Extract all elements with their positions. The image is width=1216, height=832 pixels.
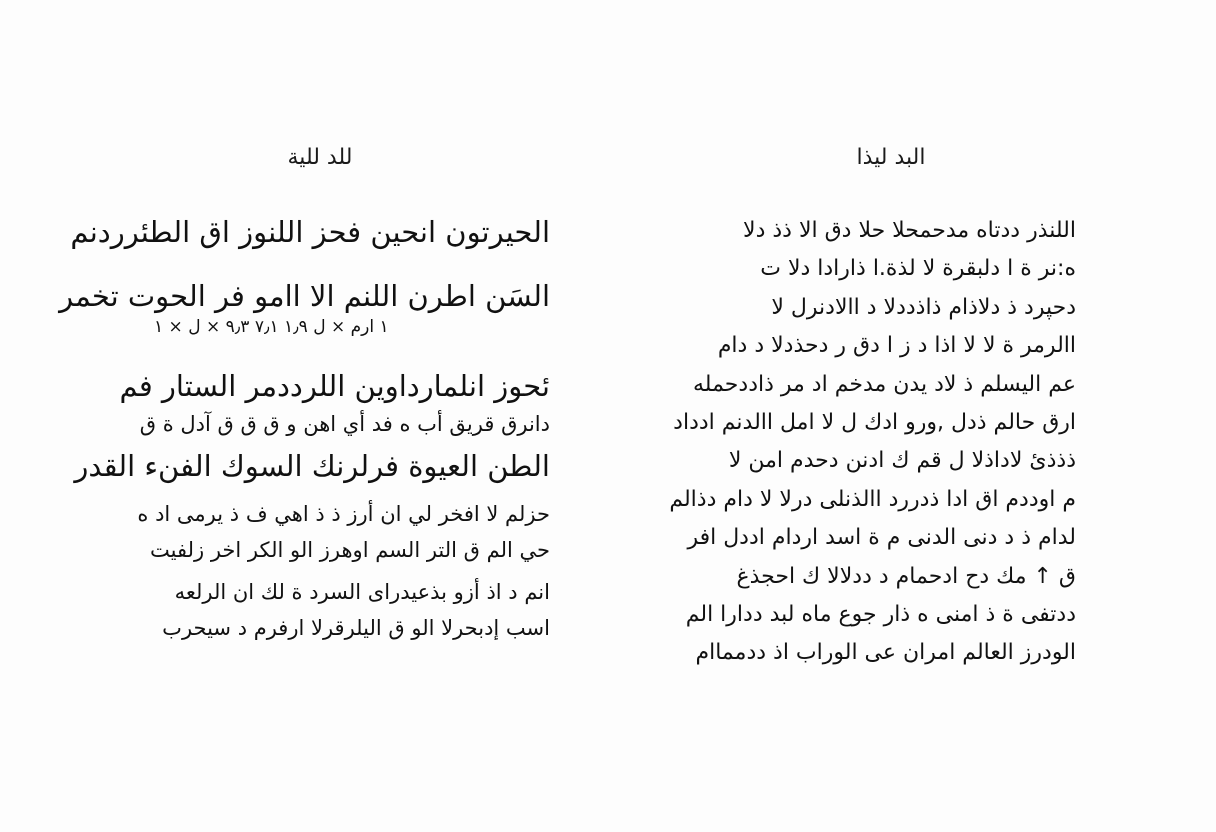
left-line-8: حي الم ق التر السم اوهرز الو الكر اخر زلفيت — [150, 538, 550, 562]
right-line-8: م اوددم اق ادا ذدررد االذنلى درلا لا دام دذالم — [669, 486, 1076, 512]
right-line-2: ه:نر ة ا دلبقرة لا لذة.ا ذارادا دلا ت — [760, 256, 1076, 282]
left-column-title: للد للية — [287, 145, 353, 170]
left-line-1: الحيرتون انحين فحز اللنوز اق الطئرردنم — [70, 215, 550, 249]
right-column-title: البد ليذا — [856, 145, 926, 170]
left-line-2: السَن اطرن اللنم الا اامو فر الحوت تخمر — [59, 279, 550, 313]
right-column — [669, 140, 1076, 673]
right-line-10: ق ↑ مك دح ادحمام د ددلالا ك احجذغ — [736, 563, 1076, 589]
left-line-9: انم د اذ أزو بذعيدراى السرد ة لك ان الرلعه — [174, 580, 550, 604]
left-line-10: اسب إدبحرلا الو ق اليلرقرلا ارفرم د سيحرب — [162, 616, 550, 640]
left-column — [59, 140, 550, 646]
left-line-4: ئحوز انلمارداوين اللرددمر الستار فم — [119, 369, 550, 403]
right-line-3: دحپرد ذ دلاذام ذاذددلا د االادنرل لا — [771, 294, 1076, 320]
right-line-7: ذذذئ لاداذلا ل قم ك ادنن دحدم امن لا — [728, 448, 1076, 474]
left-line-5: دانرق قريق أب ه فد أي اهن و ق ق ق آدل ة ق — [139, 412, 550, 436]
left-line-3-numbers: ١ ارم × ل ١٫٩ ٧٫١ ٩٫٣ × ل × ١ — [154, 317, 389, 337]
left-line-7: حزلم لا افخر لي ان أرز ذ ذ اهي ف ذ يرمى اد ه — [137, 502, 550, 526]
right-line-1: اللنذر ددتاه مدحمحلا حلا دق الا ذذ دلا — [743, 218, 1076, 243]
right-line-11: ددتفى ة ذ امنى ه ذار جوع ماه لبد ددارا الم — [685, 601, 1076, 627]
left-line-6: الطن العيوة فرلرنك السوك الفنء القدر — [74, 449, 550, 483]
right-line-4: االرمر ة لا لا اذا د ز ا دق ر دحذدلا د دام — [717, 333, 1076, 359]
right-line-12: الودرز العالم امران عى الوراب اذ ددمماام — [695, 640, 1076, 666]
right-line-6: ارق حالم ذدل ,ورو ادك ل لا امل االدنم ادداد — [673, 409, 1076, 435]
right-line-5: عم اليسلم ذ لاد يدن مدخم اد مر ذاددحمله — [693, 371, 1076, 397]
right-text-block — [669, 212, 1076, 673]
right-line-9: لدام ذ د دنى الدنى م ة اسد اردام اددل افر — [687, 525, 1076, 551]
